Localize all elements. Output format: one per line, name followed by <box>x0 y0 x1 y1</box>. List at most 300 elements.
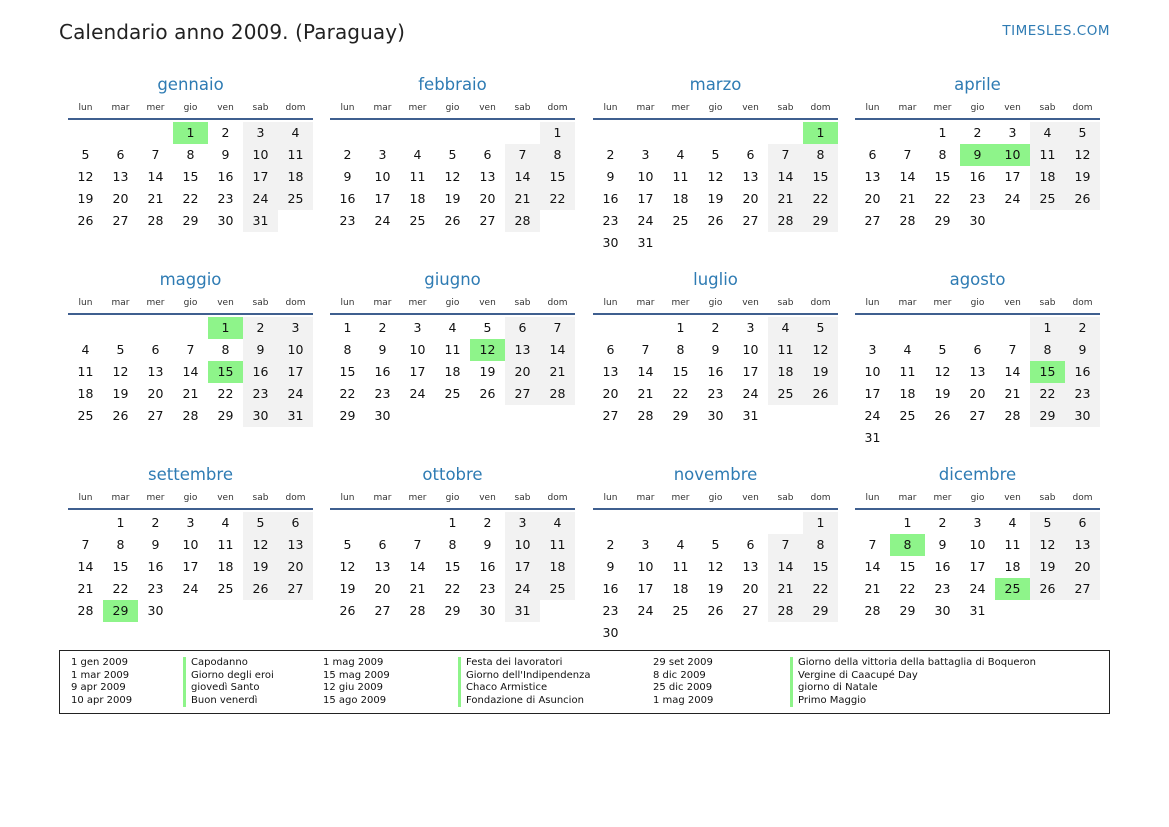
empty-cell <box>768 122 803 144</box>
day-cell: 10 <box>182 537 199 552</box>
day-cell: 5 <box>448 147 457 162</box>
day-cell: 17 <box>742 364 759 379</box>
day-cell: 8 <box>676 342 685 357</box>
day-cell: 15 <box>182 169 199 184</box>
day-cell: 27 <box>742 213 759 228</box>
weekday-label: lun <box>865 103 880 113</box>
day-cell: 21 <box>147 191 164 206</box>
holiday-day: 8 <box>890 534 925 556</box>
day-cell: 10 <box>637 559 654 574</box>
day-cell: 26 <box>77 213 94 228</box>
day-cell: 4 <box>1008 515 1017 530</box>
day-cell: 21 <box>768 188 803 210</box>
day-cell: 5 <box>711 537 720 552</box>
empty-cell <box>960 317 995 339</box>
day-cell: 3 <box>1008 125 1017 140</box>
empty-cell <box>593 317 628 339</box>
month-title: luglio <box>693 270 738 289</box>
day-cell: 23 <box>147 581 164 596</box>
weekday-label: sab <box>252 103 269 113</box>
day-cell: 17 <box>864 386 881 401</box>
day-cell: 31 <box>637 235 654 250</box>
weekday-label: mer <box>671 493 690 503</box>
weekday-label: mer <box>933 103 952 113</box>
weekday-label: ven <box>742 493 759 503</box>
day-cell: 1 <box>116 515 125 530</box>
weekday-label: gio <box>183 103 198 113</box>
day-cell: 16 <box>374 364 391 379</box>
legend-date: 9 apr 2009 <box>71 682 126 694</box>
day-cell: 29 <box>217 408 234 423</box>
day-cell: 18 <box>444 364 461 379</box>
day-cell: 9 <box>483 537 492 552</box>
day-cell: 21 <box>864 581 881 596</box>
day-cell: 16 <box>707 364 724 379</box>
day-cell: 18 <box>409 191 426 206</box>
site-link[interactable]: TIMESLES.COM <box>1002 23 1110 39</box>
day-cell: 19 <box>707 581 724 596</box>
weekday-label: sab <box>1039 103 1056 113</box>
day-cell: 2 <box>606 147 615 162</box>
weekday-label: sab <box>777 493 794 503</box>
weekday-label: ven <box>1004 103 1021 113</box>
day-cell: 2 <box>243 317 278 339</box>
day-cell: 8 <box>803 144 838 166</box>
month-gennaio <box>68 74 313 232</box>
day-cell: 24 <box>182 581 199 596</box>
day-cell: 6 <box>116 147 125 162</box>
day-cell: 20 <box>479 191 496 206</box>
weekday-label: ven <box>479 493 496 503</box>
day-cell: 3 <box>186 515 195 530</box>
day-cell: 1 <box>803 512 838 534</box>
day-cell: 4 <box>903 342 912 357</box>
day-cell: 16 <box>969 169 986 184</box>
empty-cell <box>890 122 925 144</box>
day-cell: 17 <box>637 581 654 596</box>
day-cell: 9 <box>378 342 387 357</box>
day-cell: 15 <box>672 364 689 379</box>
day-cell: 27 <box>112 213 129 228</box>
day-cell: 23 <box>969 191 986 206</box>
day-cell: 23 <box>602 213 619 228</box>
day-cell: 14 <box>77 559 94 574</box>
day-cell: 3 <box>378 147 387 162</box>
day-grid <box>855 122 1100 232</box>
day-cell: 6 <box>973 342 982 357</box>
day-cell: 28 <box>768 600 803 622</box>
day-cell: 11 <box>278 144 313 166</box>
holiday-day: 29 <box>103 600 138 622</box>
day-cell: 21 <box>1004 386 1021 401</box>
day-cell: 16 <box>1065 361 1100 383</box>
weekday-label: mer <box>408 103 427 113</box>
weekday-label: mar <box>111 103 130 113</box>
weekday-label: gio <box>445 103 460 113</box>
day-cell: 5 <box>1065 122 1100 144</box>
day-cell: 4 <box>413 147 422 162</box>
day-cell: 14 <box>637 364 654 379</box>
day-cell: 5 <box>343 537 352 552</box>
day-cell: 15 <box>339 364 356 379</box>
day-cell: 26 <box>112 408 129 423</box>
month-ottobre <box>330 464 575 622</box>
holiday-day: 15 <box>1030 361 1065 383</box>
day-cell: 25 <box>77 408 94 423</box>
weekday-header <box>68 293 313 315</box>
day-cell: 24 <box>864 408 881 423</box>
weekday-label: dom <box>285 298 306 308</box>
weekday-label: mer <box>408 298 427 308</box>
weekday-label: ven <box>1004 493 1021 503</box>
day-cell: 25 <box>409 213 426 228</box>
weekday-label: lun <box>603 103 618 113</box>
day-cell: 10 <box>243 144 278 166</box>
day-cell: 7 <box>151 147 160 162</box>
month-luglio <box>593 269 838 427</box>
day-cell: 7 <box>1008 342 1017 357</box>
day-cell: 12 <box>1065 144 1100 166</box>
day-cell: 8 <box>1030 339 1065 361</box>
empty-cell <box>628 122 663 144</box>
day-cell: 3 <box>868 342 877 357</box>
empty-cell <box>330 122 365 144</box>
day-cell: 8 <box>343 342 352 357</box>
day-cell: 27 <box>278 578 313 600</box>
day-cell: 4 <box>221 515 230 530</box>
day-cell: 30 <box>147 603 164 618</box>
weekday-label: sab <box>777 298 794 308</box>
weekday-label: lun <box>603 493 618 503</box>
empty-cell <box>593 122 628 144</box>
day-cell: 31 <box>505 600 540 622</box>
day-cell: 2 <box>1065 317 1100 339</box>
empty-cell <box>365 512 400 534</box>
empty-cell <box>855 317 890 339</box>
day-cell: 2 <box>973 125 982 140</box>
day-cell: 1 <box>448 515 457 530</box>
weekday-label: mar <box>636 298 655 308</box>
weekday-header <box>330 293 575 315</box>
weekday-header <box>593 293 838 315</box>
day-cell: 20 <box>1065 556 1100 578</box>
day-cell: 6 <box>746 537 755 552</box>
day-cell: 5 <box>711 147 720 162</box>
weekday-label: ven <box>742 298 759 308</box>
legend-date: 1 gen 2009 <box>71 657 129 668</box>
day-cell: 26 <box>444 213 461 228</box>
day-cell: 24 <box>278 383 313 405</box>
month-maggio <box>68 269 313 427</box>
day-cell: 18 <box>1030 166 1065 188</box>
holiday-day: 1 <box>208 317 243 339</box>
day-cell: 18 <box>540 556 575 578</box>
day-cell: 12 <box>934 364 951 379</box>
day-cell: 28 <box>768 210 803 232</box>
legend-date: 12 giu 2009 <box>323 682 383 694</box>
day-cell: 30 <box>374 408 391 423</box>
empty-cell <box>890 317 925 339</box>
day-cell: 26 <box>707 213 724 228</box>
day-cell: 8 <box>186 147 195 162</box>
day-cell: 15 <box>803 166 838 188</box>
legend-date: 10 apr 2009 <box>71 694 133 706</box>
day-cell: 22 <box>217 386 234 401</box>
day-cell: 16 <box>602 581 619 596</box>
day-cell: 3 <box>746 320 755 335</box>
weekday-label: mer <box>933 298 952 308</box>
day-cell: 13 <box>864 169 881 184</box>
day-grid <box>855 317 1100 449</box>
day-cell: 12 <box>444 169 461 184</box>
day-cell: 7 <box>903 147 912 162</box>
day-cell: 26 <box>803 383 838 405</box>
day-cell: 10 <box>505 534 540 556</box>
day-cell: 16 <box>339 191 356 206</box>
legend-holiday-name: Vergine di Caacupé Day <box>790 670 1036 683</box>
weekday-label: mar <box>636 493 655 503</box>
day-cell: 19 <box>77 191 94 206</box>
day-cell: 28 <box>1004 408 1021 423</box>
month-aprile <box>855 74 1100 232</box>
weekday-label: gio <box>970 298 985 308</box>
day-cell: 24 <box>243 188 278 210</box>
empty-cell <box>138 122 173 144</box>
day-cell: 6 <box>505 317 540 339</box>
weekday-header <box>593 488 838 510</box>
day-cell: 8 <box>448 537 457 552</box>
day-cell: 5 <box>243 512 278 534</box>
day-cell: 28 <box>899 213 916 228</box>
day-cell: 12 <box>803 339 838 361</box>
day-grid <box>593 122 838 254</box>
day-cell: 24 <box>505 578 540 600</box>
day-cell: 11 <box>1030 144 1065 166</box>
day-cell: 4 <box>448 320 457 335</box>
day-cell: 29 <box>1030 405 1065 427</box>
empty-cell <box>68 122 103 144</box>
day-cell: 9 <box>221 147 230 162</box>
day-cell: 9 <box>1065 339 1100 361</box>
month-giugno <box>330 269 575 427</box>
empty-cell <box>628 512 663 534</box>
day-cell: 13 <box>479 169 496 184</box>
day-cell: 7 <box>413 537 422 552</box>
weekday-label: mar <box>111 493 130 503</box>
day-cell: 18 <box>77 386 94 401</box>
day-cell: 2 <box>343 147 352 162</box>
weekday-label: ven <box>479 103 496 113</box>
empty-cell <box>365 122 400 144</box>
weekday-label: mar <box>373 103 392 113</box>
day-cell: 25 <box>444 386 461 401</box>
day-cell: 10 <box>637 169 654 184</box>
empty-cell <box>138 317 173 339</box>
day-cell: 26 <box>934 408 951 423</box>
day-cell: 6 <box>1065 512 1100 534</box>
day-cell: 19 <box>1030 556 1065 578</box>
day-cell: 10 <box>374 169 391 184</box>
day-grid <box>855 512 1100 622</box>
weekday-label: dom <box>547 493 568 503</box>
month-novembre <box>593 464 838 644</box>
weekday-label: ven <box>742 103 759 113</box>
weekday-label: sab <box>252 493 269 503</box>
weekday-label: dom <box>1072 298 1093 308</box>
weekday-label: dom <box>547 103 568 113</box>
day-cell: 14 <box>409 559 426 574</box>
weekday-label: lun <box>340 493 355 503</box>
weekday-label: mar <box>111 298 130 308</box>
empty-cell <box>663 512 698 534</box>
day-cell: 11 <box>1004 537 1021 552</box>
day-cell: 19 <box>444 191 461 206</box>
weekday-header <box>68 488 313 510</box>
day-cell: 21 <box>77 581 94 596</box>
legend-names <box>790 657 1036 707</box>
empty-cell <box>593 512 628 534</box>
day-cell: 23 <box>602 603 619 618</box>
day-cell: 27 <box>479 213 496 228</box>
empty-cell <box>68 512 103 534</box>
day-cell: 8 <box>221 342 230 357</box>
day-cell: 20 <box>602 386 619 401</box>
day-cell: 17 <box>409 364 426 379</box>
day-cell: 9 <box>243 339 278 361</box>
day-cell: 18 <box>899 386 916 401</box>
day-cell: 17 <box>278 361 313 383</box>
day-cell: 7 <box>868 537 877 552</box>
day-cell: 3 <box>505 512 540 534</box>
day-cell: 27 <box>147 408 164 423</box>
weekday-header <box>855 293 1100 315</box>
day-cell: 19 <box>707 191 724 206</box>
day-cell: 12 <box>707 169 724 184</box>
legend-holiday-name: Primo Maggio <box>790 695 1036 708</box>
day-cell: 13 <box>147 364 164 379</box>
day-cell: 23 <box>479 581 496 596</box>
legend-date: 1 mag 2009 <box>323 657 384 668</box>
empty-cell <box>768 512 803 534</box>
day-cell: 29 <box>934 213 951 228</box>
day-cell: 14 <box>505 166 540 188</box>
weekday-label: mer <box>408 493 427 503</box>
day-cell: 3 <box>243 122 278 144</box>
day-cell: 12 <box>1030 534 1065 556</box>
day-cell: 28 <box>182 408 199 423</box>
legend-date: 15 ago 2009 <box>323 694 387 706</box>
day-cell: 20 <box>374 581 391 596</box>
day-cell: 18 <box>278 166 313 188</box>
day-cell: 26 <box>339 603 356 618</box>
day-cell: 13 <box>278 534 313 556</box>
weekday-label: mer <box>933 493 952 503</box>
empty-cell <box>733 512 768 534</box>
day-cell: 20 <box>112 191 129 206</box>
weekday-label: gio <box>970 493 985 503</box>
weekday-label: dom <box>547 298 568 308</box>
day-cell: 30 <box>217 213 234 228</box>
day-cell: 25 <box>540 578 575 600</box>
day-cell: 31 <box>864 430 881 445</box>
day-cell: 10 <box>969 537 986 552</box>
legend-holiday-name: giorno di Natale <box>790 682 1036 695</box>
legend-names <box>458 657 591 707</box>
day-cell: 11 <box>77 364 94 379</box>
day-cell: 5 <box>116 342 125 357</box>
weekday-label: mar <box>636 103 655 113</box>
weekday-label: gio <box>970 103 985 113</box>
weekday-label: ven <box>217 298 234 308</box>
month-title: dicembre <box>938 465 1017 484</box>
day-cell: 14 <box>899 169 916 184</box>
legend-date: 1 mag 2009 <box>653 694 714 706</box>
weekday-label: dom <box>810 103 831 113</box>
day-cell: 24 <box>969 581 986 596</box>
empty-cell <box>400 512 435 534</box>
day-cell: 27 <box>742 603 759 618</box>
day-cell: 24 <box>742 386 759 401</box>
empty-cell <box>103 122 138 144</box>
day-cell: 27 <box>864 213 881 228</box>
weekday-label: dom <box>810 298 831 308</box>
day-cell: 13 <box>374 559 391 574</box>
weekday-label: sab <box>777 103 794 113</box>
day-cell: 29 <box>803 600 838 622</box>
weekday-label: mar <box>898 298 917 308</box>
month-agosto <box>855 269 1100 449</box>
holiday-day: 10 <box>995 144 1030 166</box>
weekday-header <box>855 488 1100 510</box>
month-title: maggio <box>159 270 222 289</box>
weekday-label: mar <box>898 493 917 503</box>
day-cell: 2 <box>938 515 947 530</box>
month-dicembre <box>855 464 1100 622</box>
weekday-header <box>593 98 838 120</box>
day-cell: 12 <box>339 559 356 574</box>
day-cell: 1 <box>343 320 352 335</box>
day-cell: 23 <box>243 383 278 405</box>
day-cell: 4 <box>676 147 685 162</box>
day-cell: 16 <box>217 169 234 184</box>
day-cell: 23 <box>1065 383 1100 405</box>
day-cell: 5 <box>483 320 492 335</box>
day-cell: 9 <box>606 559 615 574</box>
day-cell: 4 <box>676 537 685 552</box>
day-cell: 20 <box>742 581 759 596</box>
day-cell: 19 <box>339 581 356 596</box>
day-cell: 28 <box>864 603 881 618</box>
day-cell: 10 <box>864 364 881 379</box>
day-cell: 16 <box>243 361 278 383</box>
day-cell: 6 <box>483 147 492 162</box>
day-cell: 29 <box>444 603 461 618</box>
day-cell: 19 <box>112 386 129 401</box>
day-cell: 20 <box>864 191 881 206</box>
month-marzo <box>593 74 838 254</box>
legend-holiday-name: Fondazione di Asuncion <box>458 695 591 708</box>
day-cell: 27 <box>505 383 540 405</box>
day-cell: 20 <box>278 556 313 578</box>
legend-holiday-name: Capodanno <box>183 657 274 670</box>
legend-date: 25 dic 2009 <box>653 682 713 694</box>
day-cell: 28 <box>505 210 540 232</box>
weekday-label: mar <box>898 103 917 113</box>
weekday-label: sab <box>1039 298 1056 308</box>
empty-cell <box>173 317 208 339</box>
day-cell: 18 <box>672 581 689 596</box>
month-febbraio <box>330 74 575 232</box>
